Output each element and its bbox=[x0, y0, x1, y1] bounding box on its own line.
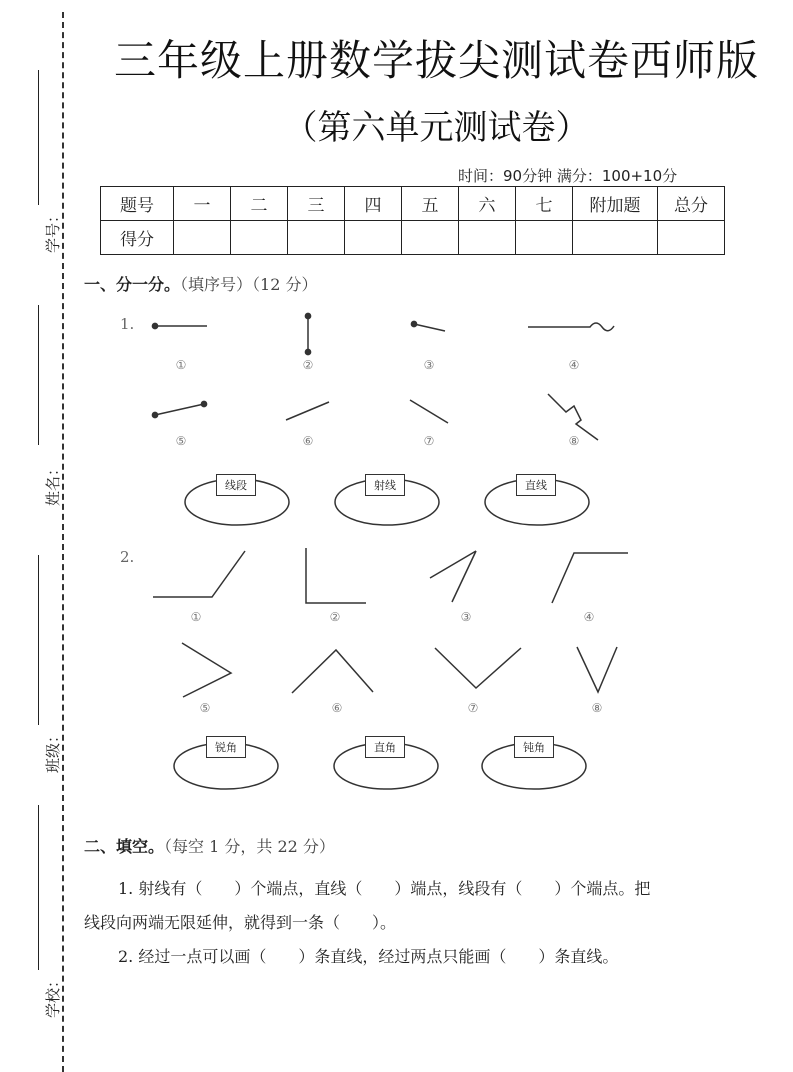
figure-curve-4 bbox=[528, 323, 614, 331]
endpoint-dot bbox=[411, 321, 416, 326]
figure-label: ③ bbox=[460, 610, 472, 624]
school-label: 学校： bbox=[44, 972, 63, 1019]
table-cell: 七 bbox=[516, 187, 573, 221]
figure-label: ⑦ bbox=[423, 434, 435, 448]
angle-figure-4 bbox=[552, 553, 628, 603]
figure-label: ① bbox=[175, 358, 187, 372]
table-cell: 附加题 bbox=[573, 187, 658, 221]
name-label: 姓名： bbox=[44, 460, 63, 507]
figure-label: ② bbox=[302, 358, 314, 372]
angle-figure-2 bbox=[306, 548, 366, 603]
q2-figures bbox=[153, 548, 628, 697]
category-box-segment: 线段 bbox=[216, 474, 256, 496]
table-cell: 得分 bbox=[101, 221, 174, 255]
table-cell: 题号 bbox=[101, 187, 174, 221]
section1-note: （填序号）（12 分） bbox=[180, 275, 318, 294]
angle-figure-8 bbox=[577, 647, 617, 692]
fill-question-2: 2. 经过一点可以画（ ）条直线，经过两点只能画（ ）条直线。 bbox=[118, 947, 619, 966]
page-subtitle: （第六单元测试卷） bbox=[283, 108, 590, 148]
section2-note: （每空 1 分，共 22 分） bbox=[164, 837, 335, 856]
section2-title: 二、填空。 bbox=[84, 837, 165, 856]
table-cell: 二 bbox=[231, 187, 288, 221]
category-box-ray: 射线 bbox=[365, 474, 405, 496]
student-number-label: 学号： bbox=[44, 207, 63, 254]
angle-figure-1 bbox=[153, 551, 245, 597]
endpoint-dot bbox=[152, 323, 157, 328]
figure-label: ⑥ bbox=[331, 701, 343, 715]
endpoint-dot bbox=[201, 401, 206, 406]
table-cell: 六 bbox=[459, 187, 516, 221]
page-title: 三年级上册数学拔尖测试卷西师版 bbox=[113, 36, 759, 85]
figure-label: ① bbox=[190, 610, 202, 624]
table-cell: 三 bbox=[288, 187, 345, 221]
figure-label: ② bbox=[329, 610, 341, 624]
category-box-acute: 锐角 bbox=[206, 736, 246, 758]
question-number: 1. bbox=[120, 315, 135, 333]
figure-line-6 bbox=[286, 402, 329, 420]
section1-title: 一、分一分。 bbox=[84, 275, 181, 294]
q1-figures bbox=[152, 313, 614, 440]
category-box-obtuse: 钝角 bbox=[514, 736, 554, 758]
figure-label: ⑦ bbox=[467, 701, 479, 715]
category-box-line: 直线 bbox=[516, 474, 556, 496]
figure-ray-3 bbox=[414, 324, 445, 331]
figure-label: ④ bbox=[583, 610, 595, 624]
table-cell: 五 bbox=[402, 187, 459, 221]
figure-label: ④ bbox=[568, 358, 580, 372]
endpoint-dot bbox=[152, 412, 157, 417]
endpoint-dot bbox=[305, 349, 310, 354]
figure-segment-5 bbox=[155, 404, 204, 415]
figure-label: ⑤ bbox=[175, 434, 187, 448]
figure-label: ⑤ bbox=[199, 701, 211, 715]
figure-label: ⑧ bbox=[568, 434, 580, 448]
figure-line-7 bbox=[410, 400, 448, 423]
table-cell: 一 bbox=[174, 187, 231, 221]
table-cell: 四 bbox=[345, 187, 402, 221]
class-label: 班级： bbox=[44, 727, 63, 774]
figure-label: ⑧ bbox=[591, 701, 603, 715]
fill-question-1-line1: 1. 射线有（ ）个端点，直线（ ）端点，线段有（ ）个端点。把 bbox=[118, 879, 651, 898]
section2-heading bbox=[84, 834, 335, 857]
question-number: 2. bbox=[120, 548, 135, 566]
angle-figure-7 bbox=[435, 648, 521, 688]
fill-question-1-line2: 线段向两端无限延伸，就得到一条（ ）。 bbox=[84, 913, 397, 932]
endpoint-dot bbox=[305, 313, 310, 318]
angle-figure-5 bbox=[182, 643, 231, 697]
category-box-right: 直角 bbox=[365, 736, 405, 758]
figure-label: ③ bbox=[423, 358, 435, 372]
figure-label: ⑥ bbox=[302, 434, 314, 448]
time-score-info: 时间：90分钟 满分：100+10分 bbox=[458, 167, 678, 185]
table-cell: 总分 bbox=[658, 187, 725, 221]
angle-figure-6 bbox=[292, 650, 373, 693]
